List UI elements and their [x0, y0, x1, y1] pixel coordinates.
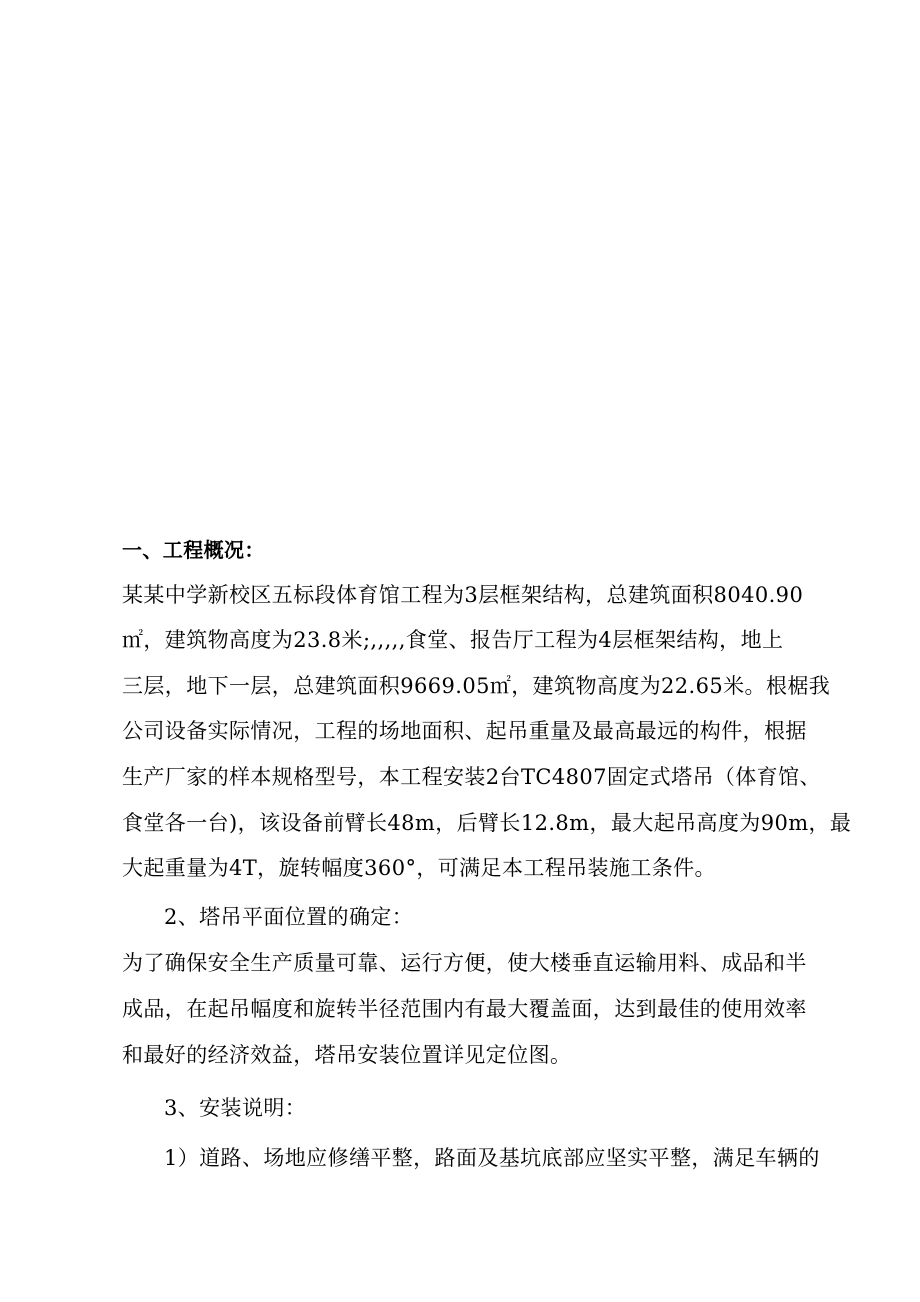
section-title-crane-position: 2、塔吊平面位置的确定：	[164, 905, 414, 929]
paragraph-line: 大起重量为4T，旋转幅度360°，可满足本工程吊装施工条件。	[122, 856, 716, 880]
paragraph-line: 食堂各一台)，该设备前臂长48m，后臂长12.8m，最大起吊高度为90m，最	[122, 811, 852, 835]
section-heading-project-overview: 一、工程概况：	[122, 538, 265, 562]
paragraph-line: 三层，地下一层，总建筑面积9669.05㎡，建筑物高度为22.65米。根椐我	[122, 674, 831, 698]
paragraph-line: 公司设备实际情况，工程的场地面积、起吊重量及最高最远的构件，根据	[122, 719, 807, 743]
paragraph-line: 和最好的经济效益，塔吊安装位置详见定位图。	[122, 1043, 572, 1067]
paragraph-line: 为了确保安全生产质量可靠、运行方便，使大楼垂直运输用料、成品和半	[122, 951, 807, 975]
paragraph-line: 成品，在起吊幅度和旋转半径范围内有最大覆盖面，达到最佳的使用效率	[122, 997, 807, 1021]
paragraph-line: 某某中学新校区五标段体育馆工程为3层框架结构，总建筑面积8040.90	[122, 583, 804, 607]
paragraph-line: ㎡，建筑物高度为23.8米;,,,,,食堂、报告厅工程为4层框架结构，地上	[122, 628, 784, 652]
paragraph-line: 生产厂家的样本规格型号，本工程安装2台TC4807固定式塔吊（体育馆、	[122, 765, 821, 789]
list-item-1: 1）道路、场地应修缮平整，路面及基坑底部应坚实平整，满足车辆的	[164, 1146, 820, 1170]
section-title-installation-notes: 3、安装说明：	[164, 1096, 307, 1120]
